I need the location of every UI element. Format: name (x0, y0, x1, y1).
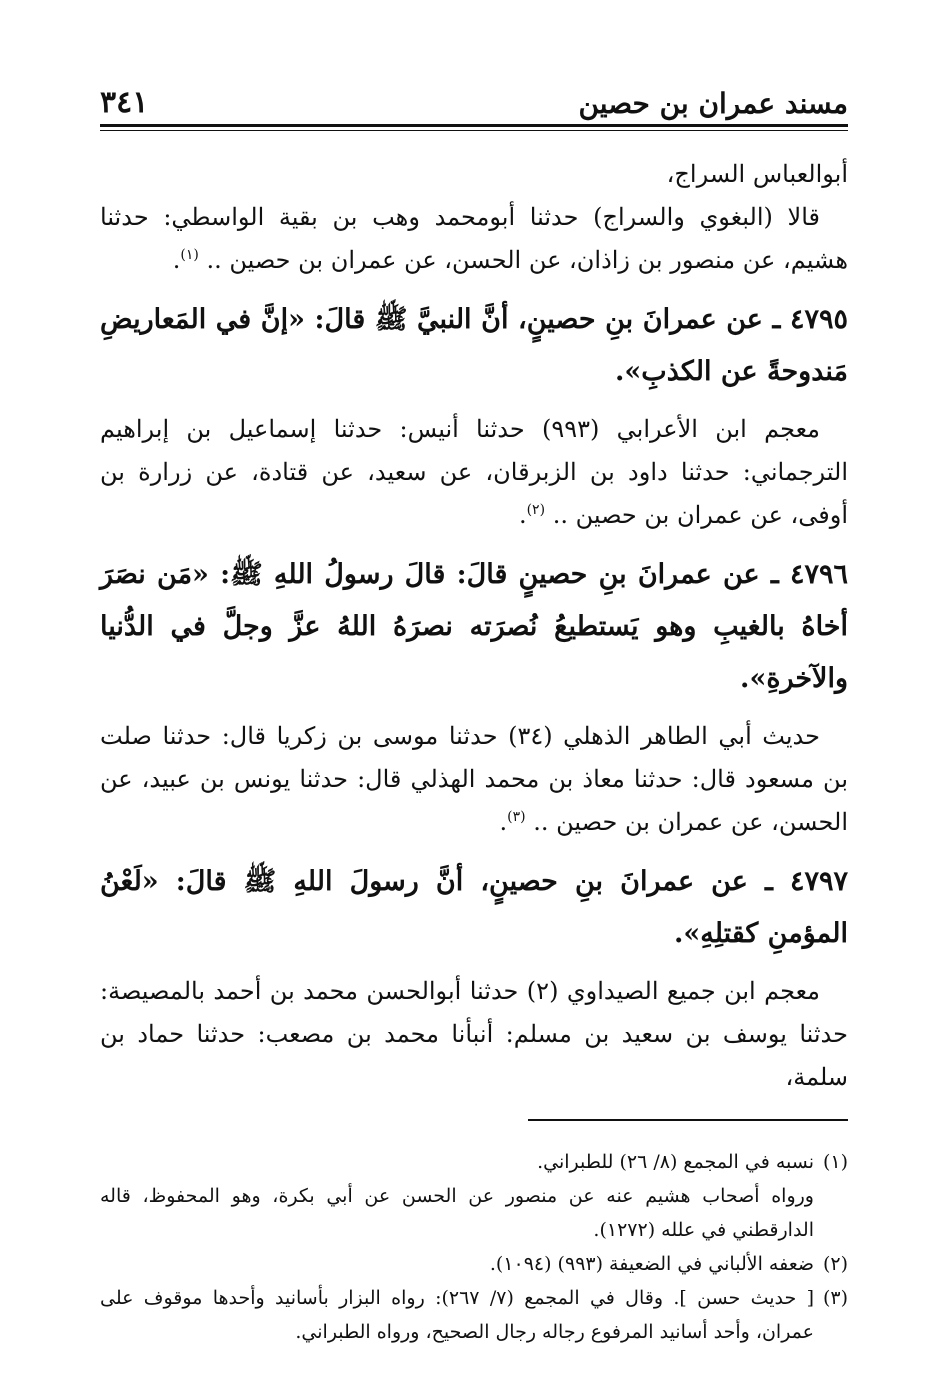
footnote-mark: (٢) (822, 1253, 848, 1275)
footnote-separator-wrap (100, 1099, 848, 1121)
hadith-text: ـ عن عمرانَ بنِ حصينٍ قالَ: قالَ رسولُ اللهِ ﷺ: «مَن نصَرَ أخاهُ بالغيبِ وهو يَستطيعُ نُصرَته نصرَهُ اللهُ عزَّ وجلَّ في الدُّنيا والآخرةِ». (100, 559, 848, 694)
footnote-ref: (١) (180, 247, 199, 263)
source-line: معجم ابن جميع الصيداوي (٢) حدثنا أبوالحسن محمد بن أحمد بالمصيصة: حدثنا يوسف بن سعيد بن مسلم: أنبأنا محمد بن مصعب: حدثنا حماد بن سلمة، (100, 977, 848, 1091)
source-line: قالا (البغوي والسراج) حدثنا أبومحمد وهب بن بقية الواسطي: حدثنا هشيم، عن منصور بن زاذان، عن الحسن، عن عمران بن حصين .. (100, 203, 848, 274)
footnote-mark: (١) (822, 1151, 848, 1173)
hadith-number: ٤٧٩٥ (789, 304, 848, 335)
hadith-number: ٤٧٩٦ (790, 559, 849, 590)
hadith-number: ٤٧٩٧ (789, 866, 848, 897)
hadith-text: ـ عن عمرانَ بنِ حصينٍ، أنَّ رسولَ اللهِ ﷺ قالَ: «لَعْنُ المؤمنِ كقتلِهِ». (100, 866, 848, 949)
source-line: أبوالعباس السراج، (666, 160, 848, 188)
running-title: مسند عمران بن حصين (578, 87, 848, 120)
source-line: معجم ابن الأعرابي (٩٩٣) حدثنا أنيس: حدثنا إسماعيل بن إبراهيم الترجماني: حدثنا داود بن الزبرقان، عن سعيد، عن قتادة، عن زرارة بن أوفى، عن عمران بن حصين .. (100, 415, 849, 529)
header-rule-thin (100, 130, 848, 131)
footnote-line: نسبه في المجمع (٨/ ٢٦) للطبراني. (537, 1151, 814, 1173)
footnote-ref: (٢) (526, 502, 546, 518)
footnote-ref: (٣) (507, 809, 526, 825)
hadith-text: ـ عن عمرانَ بنِ حصينٍ، أنَّ النبيَّ ﷺ قالَ: «إنَّ في المَعاريضِ مَندوحةً عن الكذبِ». (100, 304, 848, 387)
book-page (100, 78, 848, 1349)
footnote (100, 1247, 848, 1281)
footnote-mark: (٣) (822, 1287, 848, 1309)
header-rule (100, 124, 848, 127)
hadith-source: معجم ابن الأعرابي (٩٩٣) حدثنا أنيس: حدثنا إسماعيل بن إبراهيم الترجماني: حدثنا داود بن الزبرقان، عن سعيد، عن قتادة، عن زرارة بن أوفى، عن عمران بن حصين .. $^{(٢)}$. (100, 415, 849, 529)
hadith-source: حديث أبي الطاهر الذهلي (٣٤) حدثنا موسى بن زكريا قال: حدثنا صلت بن مسعود قال: حدثنا معاذ بن محمد الهذلي قال: حدثنا يونس بن عبيد، عن الحسن، عن عمران بن حصين .. $^{(٣)}$. (100, 722, 848, 836)
hadith-entry (100, 294, 848, 398)
footnotes (100, 1145, 848, 1349)
source-continuation (100, 153, 848, 196)
hadith-source (100, 970, 848, 1099)
source-line: حديث أبي الطاهر الذهلي (٣٤) حدثنا موسى بن زكريا قال: حدثنا صلت بن مسعود قال: حدثنا معاذ بن محمد الهذلي قال: حدثنا يونس بن عبيد، عن الحسن، عن عمران بن حصين .. (100, 722, 848, 836)
hadith-entry (100, 549, 848, 705)
hadith-entry (100, 856, 848, 960)
footnote-text: [ حديث حسن ]. وقال في المجمع (٧/ ٢٦٧): رواه البزار بأسانيد وأحدها موقوف على عمران، وأحد أسانيد المرفوع رجاله رجال الصحيح، ورواه الطبراني. (100, 1287, 815, 1343)
source-text: قالا (البغوي والسراج) حدثنا أبومحمد وهب بن بقية الواسطي: حدثنا هشيم، عن منصور بن زاذان، عن الحسن، عن عمران بن حصين .. $^{(١)}$. (100, 203, 848, 274)
page-body (100, 153, 848, 1099)
footnote (100, 1145, 848, 1247)
footnote-text (100, 1145, 814, 1247)
page-number: ٣٤١ (100, 85, 149, 120)
footnote-text: ضعفه الألباني في الضعيفة (٩٩٣) (١٠٩٤). (489, 1253, 814, 1275)
footnote-separator (528, 1119, 848, 1121)
footnote-line: ورواه أصحاب هشيم عنه عن منصور عن الحسن عن أبي بكرة، وهو المحفوظ، قاله الدارقطني في علله (١٢٧٢). (100, 1185, 814, 1241)
page-header (100, 78, 848, 120)
footnote (100, 1281, 848, 1349)
